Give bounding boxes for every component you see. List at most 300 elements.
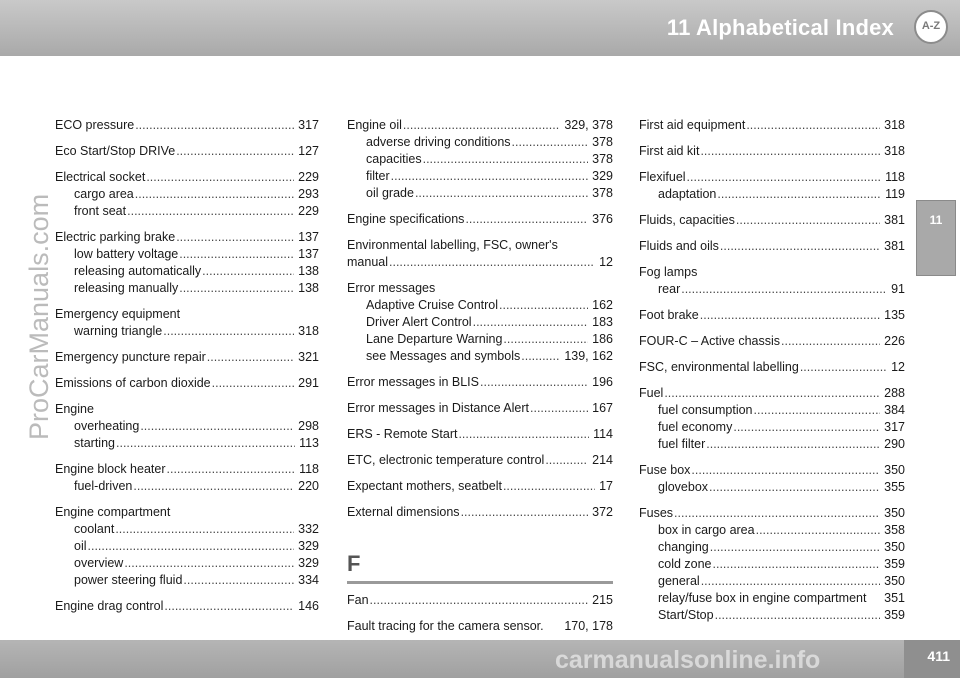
index-subentry (55, 186, 319, 203)
index-term-text: Foot brake (639, 308, 699, 322)
index-term-text: low battery voltage (74, 247, 179, 261)
index-term (55, 461, 319, 478)
page-reference: 118 (299, 462, 319, 476)
index-subentry (347, 151, 613, 168)
index-term (347, 280, 613, 297)
index-term-text: Electrical socket (55, 170, 146, 184)
index-term-text: Eco Start/Stop DRIVe (55, 144, 176, 158)
leader-dots (674, 505, 880, 522)
index-term (55, 169, 319, 186)
index-subentry (639, 539, 905, 556)
leader-dots (709, 479, 880, 496)
page-reference: 318 (884, 144, 905, 158)
index-term-text: Fluids and oils (639, 239, 719, 253)
index-subentry (639, 186, 905, 203)
index-term-text: Fan (347, 593, 369, 607)
page-reference: 196 (592, 375, 613, 389)
index-entry (639, 385, 905, 453)
page-reference: 350 (884, 574, 905, 588)
index-subentry (55, 246, 319, 263)
leader-dots (706, 436, 880, 453)
page-reference: 358 (884, 523, 905, 537)
leader-dots (176, 229, 294, 246)
index-subentry (347, 185, 613, 202)
index-term-text: First aid kit (639, 144, 700, 158)
index-term-text: Emergency equipment (55, 307, 181, 321)
leader-dots (391, 168, 589, 185)
leader-dots (473, 314, 589, 331)
index-term-text: Error messages in Distance Alert (347, 401, 530, 415)
page-reference: 317 (298, 118, 319, 132)
index-term (347, 400, 613, 417)
index-term-text: adverse driving conditions (366, 135, 511, 149)
index-term-text: Expectant mothers, seatbelt (347, 479, 502, 493)
index-term (55, 349, 319, 366)
index-term-text: Emergency puncture repair (55, 350, 206, 364)
page-reference: 127 (298, 144, 319, 158)
leader-dots (691, 462, 880, 479)
index-term-text: power steering fluid (74, 573, 183, 587)
leader-dots (115, 521, 294, 538)
page-reference: 350 (884, 463, 905, 477)
index-subentry (639, 436, 905, 453)
index-term (55, 375, 319, 392)
index-entry (347, 426, 613, 443)
page-reference: 162 (592, 298, 613, 312)
page-reference: 329, 378 (564, 118, 613, 132)
index-subentry (639, 402, 905, 419)
index-term (639, 505, 905, 522)
leader-dots (499, 297, 588, 314)
leader-dots (717, 186, 881, 203)
index-entry (55, 401, 319, 452)
index-term (347, 618, 613, 635)
index-term (347, 478, 613, 495)
index-subentry (55, 478, 319, 495)
index-entry (347, 452, 613, 469)
leader-dots (681, 281, 887, 298)
page-reference: 229 (298, 204, 319, 218)
page-reference: 135 (884, 308, 905, 322)
page-reference: 350 (884, 540, 905, 554)
index-term (639, 359, 905, 376)
page-reference: 12 (599, 255, 613, 269)
index-entry (55, 375, 319, 392)
index-term (639, 169, 905, 186)
leader-dots (713, 556, 881, 573)
leader-dots (480, 374, 588, 391)
index-entry (639, 212, 905, 229)
leader-dots (179, 280, 294, 297)
page-reference: 226 (884, 334, 905, 348)
index-term (347, 374, 613, 391)
index-entry (55, 504, 319, 589)
page-reference: 355 (884, 480, 905, 494)
index-term-text: Lane Departure Warning (366, 332, 503, 346)
index-subentry (639, 281, 905, 298)
index-term-text: Environmental labelling, FSC, owner's (347, 238, 558, 252)
index-subentry (347, 314, 613, 331)
index-term-text: FSC, environmental labelling (639, 360, 799, 374)
chapter-side-tab-label: 11 (929, 213, 943, 227)
leader-dots (202, 263, 294, 280)
index-term-text: fuel consumption (658, 403, 753, 417)
index-subentry (639, 479, 905, 496)
a-z-badge-label: A-Z (921, 20, 941, 32)
leader-dots (167, 461, 296, 478)
index-term-text: Engine (55, 402, 94, 416)
index-term-text: Engine oil (347, 118, 402, 132)
page-reference: 318 (298, 324, 319, 338)
index-term-text: Flexifuel (639, 170, 686, 184)
page-reference: 183 (592, 315, 613, 329)
index-term-text: warning triangle (74, 324, 163, 338)
index-subentry (55, 203, 319, 220)
leader-dots (88, 538, 295, 555)
index-term-text: overheating (74, 419, 140, 433)
index-subentry (55, 538, 319, 555)
index-entry (639, 169, 905, 203)
index-entry (55, 306, 319, 340)
leader-dots (664, 385, 880, 402)
page-reference: 293 (298, 187, 319, 201)
section-divider (347, 581, 613, 584)
page-reference: 329 (592, 169, 613, 183)
page-reference: 376 (592, 212, 613, 226)
page-reference: 170, 178 (564, 619, 613, 633)
page-reference: 220 (298, 479, 319, 493)
leader-dots (127, 203, 294, 220)
index-term-text: changing (658, 540, 709, 554)
index-term-text: Engine compartment (55, 505, 171, 519)
index-term-text: fuel economy (658, 420, 733, 434)
page-reference: 186 (592, 332, 613, 346)
index-term-text: adaptation (658, 187, 717, 201)
index-term (639, 212, 905, 229)
leader-dots (135, 186, 294, 203)
index-term-text: relay/fuse box in engine compartment (658, 591, 867, 605)
index-subentry (55, 323, 319, 340)
page-reference: 288 (884, 386, 905, 400)
leader-dots (710, 539, 880, 556)
leader-dots (163, 323, 294, 340)
index-subentry (347, 331, 613, 348)
page-reference: 351 (884, 591, 905, 605)
index-entry (347, 117, 613, 202)
index-term-text: ERS - Remote Start (347, 427, 458, 441)
page-reference: 329 (298, 539, 319, 553)
leader-dots (530, 400, 588, 417)
index-subentry (55, 521, 319, 538)
index-subentry (55, 418, 319, 435)
index-column-1 (55, 117, 319, 624)
leader-dots (124, 555, 294, 572)
leader-dots (212, 375, 295, 392)
leader-dots (545, 452, 588, 469)
page-reference: 17 (599, 479, 613, 493)
index-term-text: Engine specifications (347, 212, 465, 226)
page-header (0, 0, 960, 56)
page-reference: 214 (592, 453, 613, 467)
index-term (639, 385, 905, 402)
index-entry (55, 598, 319, 615)
index-term-text: front seat (74, 204, 127, 218)
index-term-text: fuel filter (658, 437, 706, 451)
leader-dots (715, 607, 881, 624)
leader-dots (754, 402, 881, 419)
page-reference: 167 (592, 401, 613, 415)
index-term-text: Fuses (639, 506, 674, 520)
index-term-text: see Messages and symbols (366, 349, 521, 363)
index-entry (347, 400, 613, 417)
leader-dots (370, 592, 589, 609)
index-entry (639, 264, 905, 298)
index-term-text: Fog lamps (639, 265, 698, 279)
index-entry (347, 478, 613, 495)
leader-dots (389, 254, 595, 271)
index-term-text: Engine block heater (55, 462, 166, 476)
page-reference: 119 (885, 187, 905, 201)
index-entry (55, 349, 319, 366)
index-term-text: Engine drag control (55, 599, 164, 613)
index-term (55, 504, 319, 521)
index-term (347, 504, 613, 521)
page-reference: 372 (592, 505, 613, 519)
index-term-text: fuel-driven (74, 479, 133, 493)
index-term (347, 592, 613, 609)
index-entry (639, 359, 905, 376)
leader-dots (423, 151, 589, 168)
page-reference: 113 (299, 436, 319, 450)
index-term (347, 426, 613, 443)
index-term-text: FOUR-C – Active chassis (639, 334, 781, 348)
page-reference: 114 (593, 427, 613, 441)
index-entry (639, 238, 905, 255)
leader-dots (700, 307, 880, 324)
index-subentry (347, 348, 613, 365)
leader-dots (756, 522, 881, 539)
leader-dots (465, 211, 588, 228)
leader-dots (701, 573, 880, 590)
leader-dots (133, 478, 294, 495)
index-term-text: Emissions of carbon dioxide (55, 376, 211, 390)
index-term (55, 229, 319, 246)
index-column-2 (347, 117, 613, 644)
page-reference: 146 (298, 599, 319, 613)
index-term (639, 117, 905, 134)
leader-dots (176, 143, 294, 160)
index-subentry (639, 419, 905, 436)
index-entry (347, 504, 613, 521)
index-term-text: releasing manually (74, 281, 179, 295)
index-term-text: rear (658, 282, 681, 296)
index-entry (55, 169, 319, 220)
page-reference: 139, 162 (564, 349, 613, 363)
index-term (55, 401, 319, 418)
watermark-bottom: carmanualsonline.info (555, 646, 821, 674)
index-term-text: oil (74, 539, 87, 553)
index-subentry (55, 572, 319, 589)
page-reference: 138 (298, 264, 319, 278)
page-reference: 359 (884, 608, 905, 622)
index-term-text: general (658, 574, 700, 588)
index-term-text: box in cargo area (658, 523, 755, 537)
index-term-text: ETC, electronic temperature control (347, 453, 545, 467)
index-term (55, 143, 319, 160)
index-subentry (639, 573, 905, 590)
page-reference: 118 (885, 170, 905, 184)
index-entry (347, 592, 613, 609)
index-term-text: filter (366, 169, 390, 183)
leader-dots (687, 169, 882, 186)
leader-dots (736, 212, 880, 229)
page-reference: 12 (891, 360, 905, 374)
index-term-text: Driver Alert Control (366, 315, 472, 329)
page-reference: 329 (298, 556, 319, 570)
leader-dots (415, 185, 588, 202)
index-term (55, 117, 319, 134)
index-subentry (55, 280, 319, 297)
index-term (347, 452, 613, 469)
page-title: 11 Alphabetical Index (666, 15, 894, 40)
page-reference: 334 (298, 573, 319, 587)
index-subentry (55, 555, 319, 572)
page-reference: 137 (298, 247, 319, 261)
index-term-text: External dimensions (347, 505, 460, 519)
index-term-text: Error messages in BLIS (347, 375, 479, 389)
index-term-text: Electric parking brake (55, 230, 176, 244)
page-reference: 318 (884, 118, 905, 132)
index-entry (55, 229, 319, 297)
leader-dots (746, 117, 880, 134)
index-entry (55, 461, 319, 495)
chapter-side-tab (916, 200, 956, 276)
index-subentry (639, 607, 905, 624)
leader-dots (800, 359, 887, 376)
page-reference: 378 (592, 186, 613, 200)
page-reference: 381 (884, 239, 905, 253)
index-term-text: Fuel (639, 386, 664, 400)
leader-dots (146, 169, 294, 186)
index-term-text: Error messages (347, 281, 436, 295)
index-term-text: First aid equipment (639, 118, 746, 132)
index-column-3 (639, 117, 905, 633)
index-entry (347, 211, 613, 228)
page-reference: 332 (298, 522, 319, 536)
letter-section (347, 551, 613, 584)
page-reference: 317 (884, 420, 905, 434)
leader-dots (183, 572, 294, 589)
index-entry (639, 143, 905, 160)
leader-dots (403, 117, 560, 134)
page-reference: 381 (884, 213, 905, 227)
index-entry (639, 307, 905, 324)
index-term (639, 264, 905, 281)
index-term (55, 306, 319, 323)
page-reference: 137 (298, 230, 319, 244)
page-number-box (904, 640, 960, 678)
index-term-text: Fault tracing for the camera sensor. (347, 619, 544, 633)
a-z-index-icon (914, 10, 948, 44)
page-reference: 321 (298, 350, 319, 364)
leader-dots (733, 419, 880, 436)
index-subentry (639, 556, 905, 573)
index-term-text: Adaptive Cruise Control (366, 298, 499, 312)
index-term-text: oil grade (366, 186, 414, 200)
page-reference: 291 (298, 376, 319, 390)
index-entry (639, 505, 905, 624)
index-entry (55, 143, 319, 160)
index-entry (347, 618, 613, 635)
index-term-text: overview (74, 556, 124, 570)
leader-dots (700, 143, 880, 160)
index-term-text: glovebox (658, 480, 709, 494)
index-term-text: Fuse box (639, 463, 691, 477)
index-subentry (347, 168, 613, 185)
page-reference: 229 (298, 170, 319, 184)
leader-dots (503, 331, 588, 348)
page-reference: 378 (592, 135, 613, 149)
page-reference: 359 (884, 557, 905, 571)
index-term-text: starting (74, 436, 115, 450)
index-entry (347, 374, 613, 391)
page-reference: 378 (592, 152, 613, 166)
page-reference: 384 (884, 403, 905, 417)
leader-dots (164, 598, 294, 615)
index-entry (55, 117, 319, 134)
index-term-text: Fluids, capacities (639, 213, 735, 227)
index-term (347, 237, 613, 254)
leader-dots (461, 504, 589, 521)
page-number: 411 (927, 648, 950, 664)
index-term (55, 598, 319, 615)
leader-dots (512, 134, 589, 151)
page-reference: 298 (298, 419, 319, 433)
index-term (639, 462, 905, 479)
leader-dots (458, 426, 589, 443)
leader-dots (179, 246, 294, 263)
leader-dots (781, 333, 880, 350)
index-term-text: ECO pressure (55, 118, 135, 132)
index-subentry (347, 297, 613, 314)
leader-dots (503, 478, 595, 495)
index-term-text: cargo area (74, 187, 134, 201)
watermark-left: ProCarManuals.com (24, 193, 54, 440)
index-term-text: manual (347, 255, 388, 269)
index-term-text: releasing automatically (74, 264, 202, 278)
index-subentry (639, 590, 905, 607)
index-entry (639, 333, 905, 350)
index-term (639, 143, 905, 160)
leader-dots (720, 238, 880, 255)
section-letter: F (347, 551, 361, 576)
index-term-text: cold zone (658, 557, 712, 571)
index-term-text: capacities (366, 152, 422, 166)
leader-dots (207, 349, 294, 366)
index-term (639, 307, 905, 324)
index-term (639, 238, 905, 255)
page-reference: 350 (884, 506, 905, 520)
page-reference: 215 (592, 593, 613, 607)
index-entry (639, 462, 905, 496)
index-term (347, 211, 613, 228)
index-term (639, 333, 905, 350)
index-subentry (347, 134, 613, 151)
page-reference: 290 (884, 437, 905, 451)
page-reference: 138 (298, 281, 319, 295)
index-term (347, 117, 613, 134)
index-entry (347, 280, 613, 365)
